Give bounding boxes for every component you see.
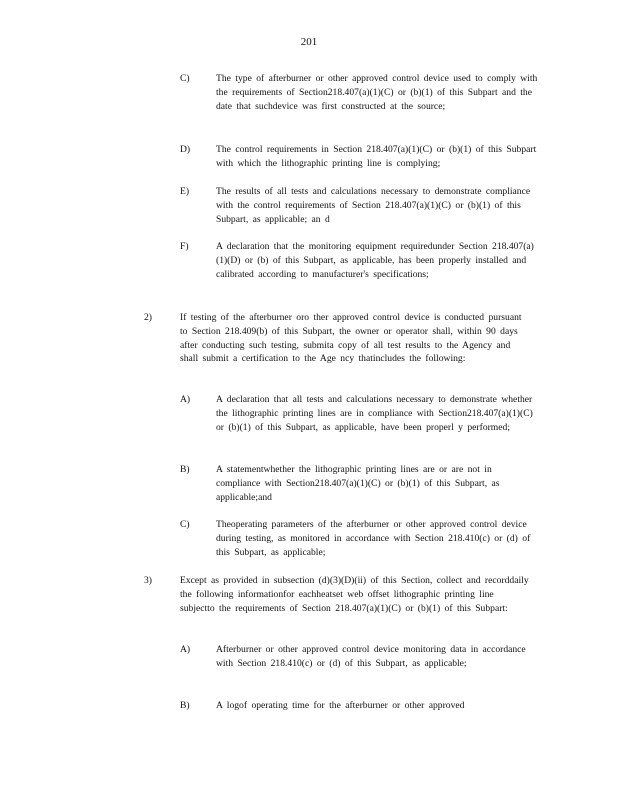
item-text: If testing of the afterburner oro ther approved control device is conducted pursuant to Section 218.409(b) of this Subpart, the owner or operator shall, within 90 days after conducting such testing, submita copy of all test results to the Agency and shall submit a certification to the Age ncy thatincludes the following: (180, 312, 522, 365)
item-label: C) (180, 519, 190, 530)
item-text: Except as provided in subsection (d)(3)(D)(ii) of this Section, collect and recorddaily the following informationfor eachheatset web offset lithographic printing line subjectto the requirements of Section 218.407(a)(1)(C) or (b)(1) of this Subpart: (180, 575, 529, 614)
item-label: E) (180, 186, 190, 197)
item-label: C) (180, 73, 190, 84)
page-number: 201 (300, 36, 318, 48)
item-label: 3) (144, 575, 152, 586)
item-label: B) (180, 464, 190, 475)
item-label: D) (180, 144, 191, 155)
item-text: A declaration that all tests and calculations necessary to demonstrate whether the lithographic printing lines are in compliance with Section218.407(a)(1)(C) or (b)(1) of this Subpart, as applicable, have been properl y performed; (216, 394, 533, 433)
item-text: The results of all tests and calculations necessary to demonstrate compliance with the control requirements of Section 218.407(a)(1)(C) or (b)(1) of this Subpart, as applicable; an d (216, 186, 531, 225)
item-text: A statementwhether the lithographic printing lines are or are not in compliance with Section218.407(a)(1)(C) or (b)(1) of this Subpart, as applicable;and (216, 464, 500, 503)
item-label: B) (180, 700, 190, 711)
item-label: 2) (144, 312, 152, 323)
item-text: A declaration that the monitoring equipment requiredunder Section 218.407(a)(1)(D) or (b) of this Subpart, as applicable, has been properly installed and calibrated according to manufacturer's specifications; (216, 241, 534, 280)
item-text: Afterburner or other approved control device monitoring data in accordance with Section 218.410(c) or (d) of this Subpart, as applicable; (216, 644, 526, 669)
item-text: The control requirements in Section 218.407(a)(1)(C) or (b)(1) of this Subpart with which the lithographic printing line is complying; (216, 144, 537, 169)
item-text: Theoperating parameters of the afterburner or other approved control device during testing, as monitored in accordance with Section 218.410(c) or (d) of this Subpart, as applicable; (216, 519, 531, 558)
item-text: The type of afterburner or other approved control device used to comply with the requirements of Section218.407(a)(1)(C) or (b)(1) of this Subpart and the date that suchdevice was first constructed at the source; (216, 73, 538, 112)
item-text: A logof operating time for the afterburner or other approved (216, 700, 465, 711)
item-label: A) (180, 644, 191, 655)
item-label: A) (180, 394, 191, 405)
item-label: F) (180, 241, 189, 252)
